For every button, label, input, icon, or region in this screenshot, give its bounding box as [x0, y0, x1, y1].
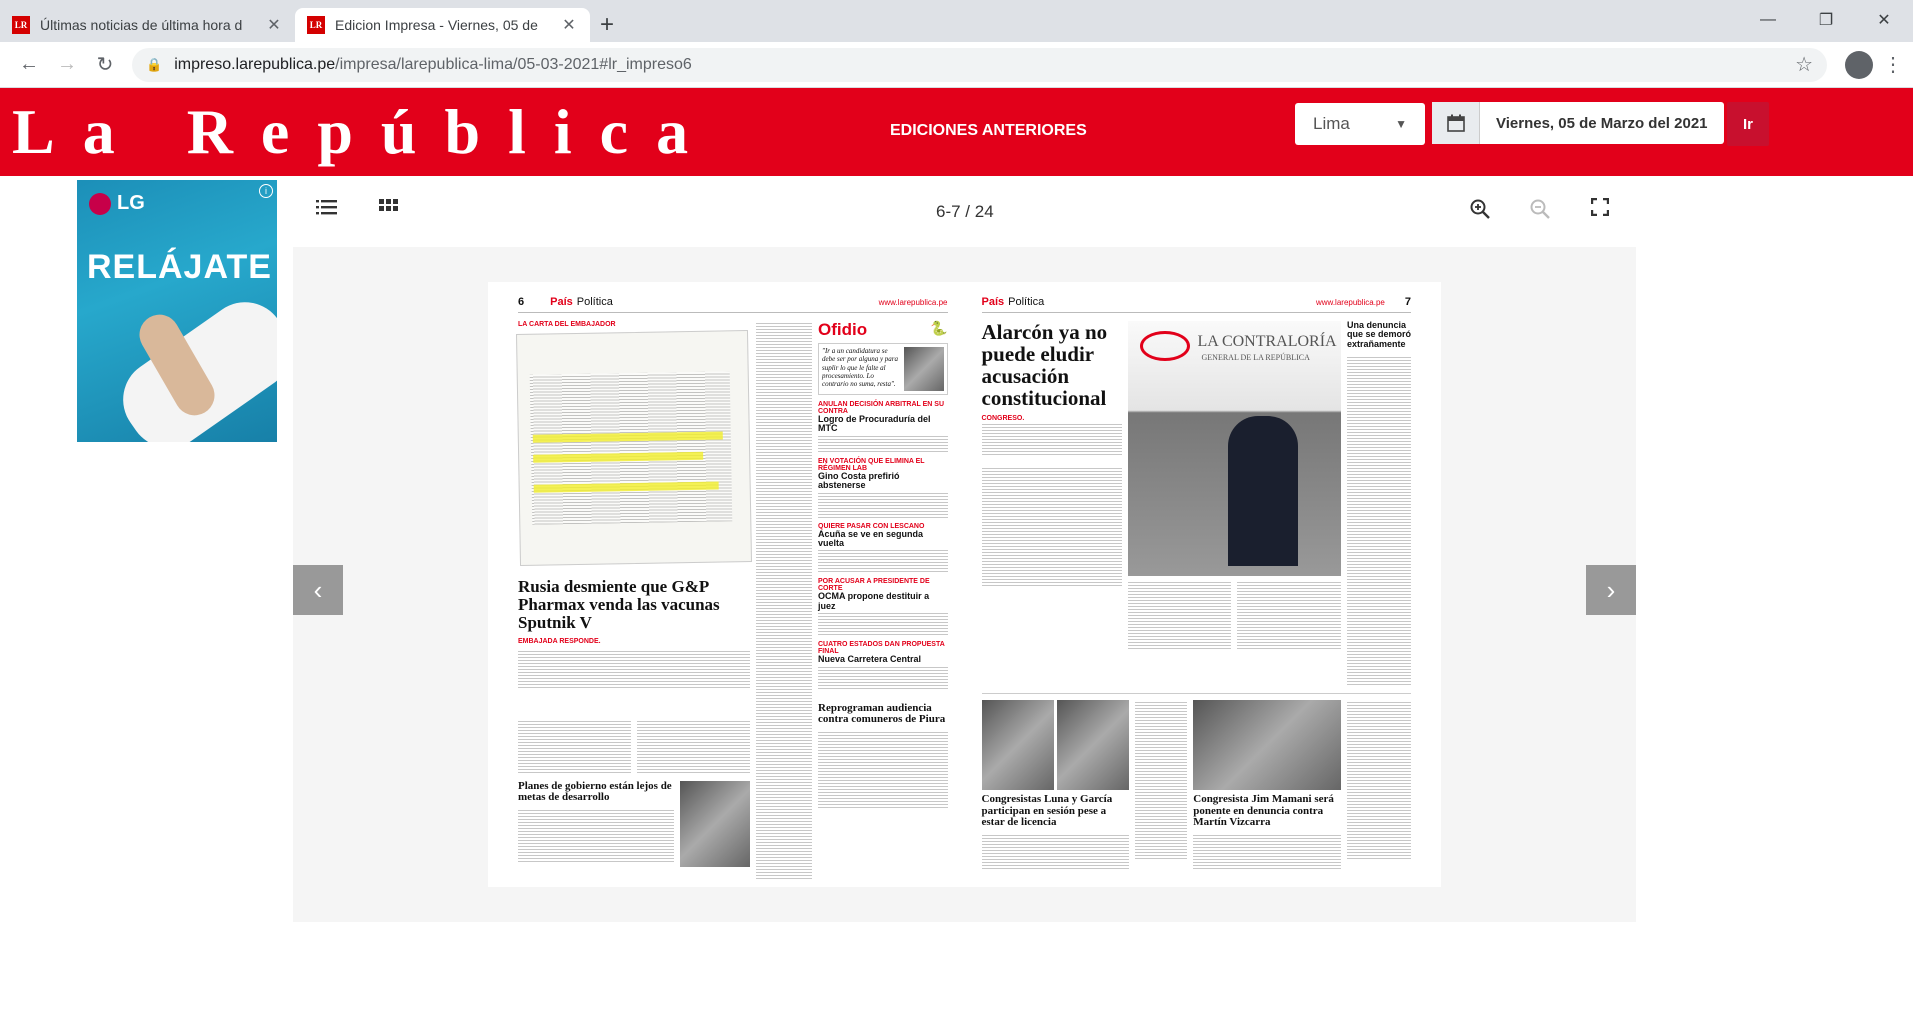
zoom-in-icon[interactable]	[1469, 198, 1491, 226]
brief-headline[interactable]: Nueva Carretera Central	[818, 654, 922, 665]
list-view-icon[interactable]	[316, 198, 338, 222]
go-button[interactable]: Ir	[1727, 102, 1769, 146]
article-body	[1347, 355, 1411, 685]
article-body	[518, 719, 631, 773]
sidebar-headline[interactable]: Una denuncia que se demoró extrañamente	[1347, 320, 1412, 349]
subsection-label: Política	[1008, 296, 1045, 308]
close-tab-icon[interactable]: ✕	[267, 17, 281, 34]
contraloria-subtext: GENERAL DE LA REPÚBLICA	[1201, 353, 1310, 362]
city-select-value: Lima	[1313, 114, 1350, 133]
article-body	[982, 833, 1130, 869]
ad-tagline: RELÁJATE	[87, 248, 272, 286]
photo-portrait	[680, 781, 750, 867]
ad-brand-logo	[89, 192, 145, 215]
grid-view-icon[interactable]	[379, 198, 399, 222]
profile-avatar-icon[interactable]	[1845, 51, 1873, 79]
article-body	[1347, 700, 1411, 860]
photo-garcia	[1057, 700, 1129, 790]
section-label: País	[981, 296, 1005, 308]
main-headline[interactable]: Rusia desmiente que G&P Pharmax venda las vacunas Sputnik V	[518, 577, 720, 632]
page-left	[518, 296, 948, 873]
headline-mamani[interactable]: Congresista Jim Mamani será ponente en denuncia contra Martín Vizcarra	[1193, 793, 1334, 829]
ad-banner[interactable]	[77, 180, 277, 442]
article-body	[982, 422, 1122, 456]
address-bar-row	[0, 42, 1913, 88]
window-controls	[1739, 0, 1913, 40]
ofidio-quote: "Ir a un candidatura se debe ser por alguna y para suplir lo que le falte al procesamiento. Lo contrario no suma, resta".	[822, 346, 899, 389]
letter-image	[516, 330, 752, 566]
url-host: impreso.larepublica.pe	[174, 55, 336, 73]
page-indicator: 6-7 / 24	[936, 202, 994, 221]
article-body	[637, 719, 750, 773]
brief-kicker: CUATRO ESTADOS DAN PROPUESTA FINAL	[818, 641, 945, 656]
page-spread[interactable]	[488, 282, 1441, 887]
close-tab-icon[interactable]: ✕	[562, 17, 576, 34]
ediciones-anteriores-label: EDICIONES ANTERIORES	[890, 122, 1087, 139]
article-body	[1135, 700, 1187, 860]
zoom-out-icon[interactable]	[1529, 198, 1551, 226]
main-kicker: EMBAJADA RESPONDE.	[518, 637, 601, 645]
url-path: /impresa/larepublica-lima/05-03-2021#lr_impreso6	[335, 55, 692, 73]
close-window-icon[interactable]: ✕	[1877, 12, 1891, 29]
article-body	[518, 649, 750, 689]
headline-luna-garcia[interactable]: Congresistas Luna y García participan en sesión pese a estar de licencia	[981, 793, 1113, 829]
headline-reprograman[interactable]: Reprograman audiencia contra comuneros de Piura	[818, 701, 946, 726]
page-url: www.larepublica.pe	[878, 297, 948, 307]
page-number: 7	[1404, 296, 1411, 308]
article-body	[818, 434, 948, 454]
photo-mamani	[1193, 700, 1341, 790]
site-header	[0, 88, 1913, 176]
back-icon[interactable]: ←	[19, 53, 39, 75]
brief-headline[interactable]: Logro de Procuraduría del MTC	[818, 413, 931, 434]
kicker-carta: LA CARTA DEL EMBAJADOR	[518, 321, 616, 328]
page-header	[518, 296, 948, 313]
photo-person	[1228, 416, 1298, 566]
bookmark-star-icon[interactable]: ☆	[1795, 54, 1813, 76]
ofidio-title: Ofidio	[818, 320, 868, 339]
fullscreen-icon[interactable]	[1591, 198, 1609, 222]
subsection-label: Política	[576, 296, 613, 308]
browser-menu-icon[interactable]: ⋮	[1883, 54, 1903, 76]
photo-luna	[982, 700, 1054, 790]
article-body	[818, 548, 948, 574]
new-tab-button[interactable]: +	[599, 11, 614, 38]
date-picker[interactable]	[1432, 102, 1724, 144]
article-body	[756, 321, 812, 881]
tab-title: Últimas noticias de última hora d	[40, 17, 243, 33]
chevron-down-icon: ▼	[1395, 117, 1407, 131]
brief-kicker: ANULAN DECISIÓN ARBITRAL EN SU CONTRA	[818, 400, 945, 415]
prev-page-button[interactable]: ‹	[293, 565, 343, 615]
browser-tab-bar	[0, 0, 1913, 42]
viewer-toolbar	[293, 190, 1636, 230]
page-right	[982, 296, 1412, 873]
main-kicker: CONGRESO.	[981, 415, 1025, 423]
contraloria-logo-icon	[1140, 331, 1190, 361]
brief-kicker: POR ACUSAR A PRESIDENTE DE CORTE	[818, 578, 930, 593]
lg-logo-icon	[89, 193, 111, 215]
contraloria-photo	[1128, 321, 1342, 576]
snake-icon: 🐍	[930, 322, 948, 338]
brief-headline[interactable]: Acuña se ve en segunda vuelta	[818, 528, 924, 549]
article-body	[1237, 580, 1341, 650]
favicon-icon: LR	[307, 16, 325, 34]
main-headline[interactable]: Alarcón ya no puede eludir acusación constitucional	[981, 320, 1108, 411]
article-body	[818, 611, 948, 637]
favicon-icon: LR	[12, 16, 30, 34]
site-logo[interactable]: La República	[12, 96, 717, 167]
page-number: 6	[518, 296, 525, 308]
ad-info-icon[interactable]: i	[259, 184, 273, 198]
city-select[interactable]	[1295, 103, 1425, 145]
contraloria-sign: LA CONTRALORÍA	[1197, 333, 1337, 350]
restore-icon[interactable]: ❐	[1818, 12, 1834, 29]
brief-headline[interactable]: Gino Costa prefirió abstenerse	[818, 470, 900, 491]
page-header	[982, 296, 1412, 313]
next-page-button[interactable]: ›	[1586, 565, 1636, 615]
brief-kicker: EN VOTACIÓN QUE ELIMINA EL RÉGIMEN LAB	[818, 457, 925, 472]
url-input[interactable]	[132, 48, 1827, 82]
tab-noticias[interactable]	[0, 8, 295, 42]
section-label: País	[550, 296, 573, 308]
newspaper-viewer	[293, 247, 1636, 922]
headline-planes[interactable]: Planes de gobierno están lejos de metas de desarrollo	[518, 779, 672, 804]
date-input[interactable]: Viernes, 05 de Marzo del 2021	[1496, 114, 1708, 132]
photo-quote	[904, 347, 944, 391]
minimize-icon[interactable]: —	[1760, 11, 1776, 28]
article-body	[818, 665, 948, 691]
article-body	[818, 730, 948, 810]
brief-kicker: QUIERE PASAR CON LESCANO	[818, 522, 925, 530]
article-body	[818, 491, 948, 519]
lock-icon: 🔒	[146, 56, 163, 72]
forward-icon[interactable]: →	[57, 53, 77, 75]
tab-title: Edicion Impresa - Viernes, 05 de	[335, 17, 538, 33]
reload-icon[interactable]: ↻	[96, 54, 114, 76]
article-body	[1193, 833, 1341, 869]
article-body	[1128, 580, 1232, 650]
tab-edicion-impresa[interactable]	[295, 8, 590, 42]
article-body	[982, 466, 1122, 586]
calendar-icon[interactable]	[1432, 102, 1480, 144]
page-url: www.larepublica.pe	[1315, 297, 1385, 307]
ad-brand-text: LG	[117, 192, 145, 214]
article-body	[518, 808, 674, 862]
brief-headline[interactable]: OCMA propone destituir a juez	[818, 591, 930, 611]
